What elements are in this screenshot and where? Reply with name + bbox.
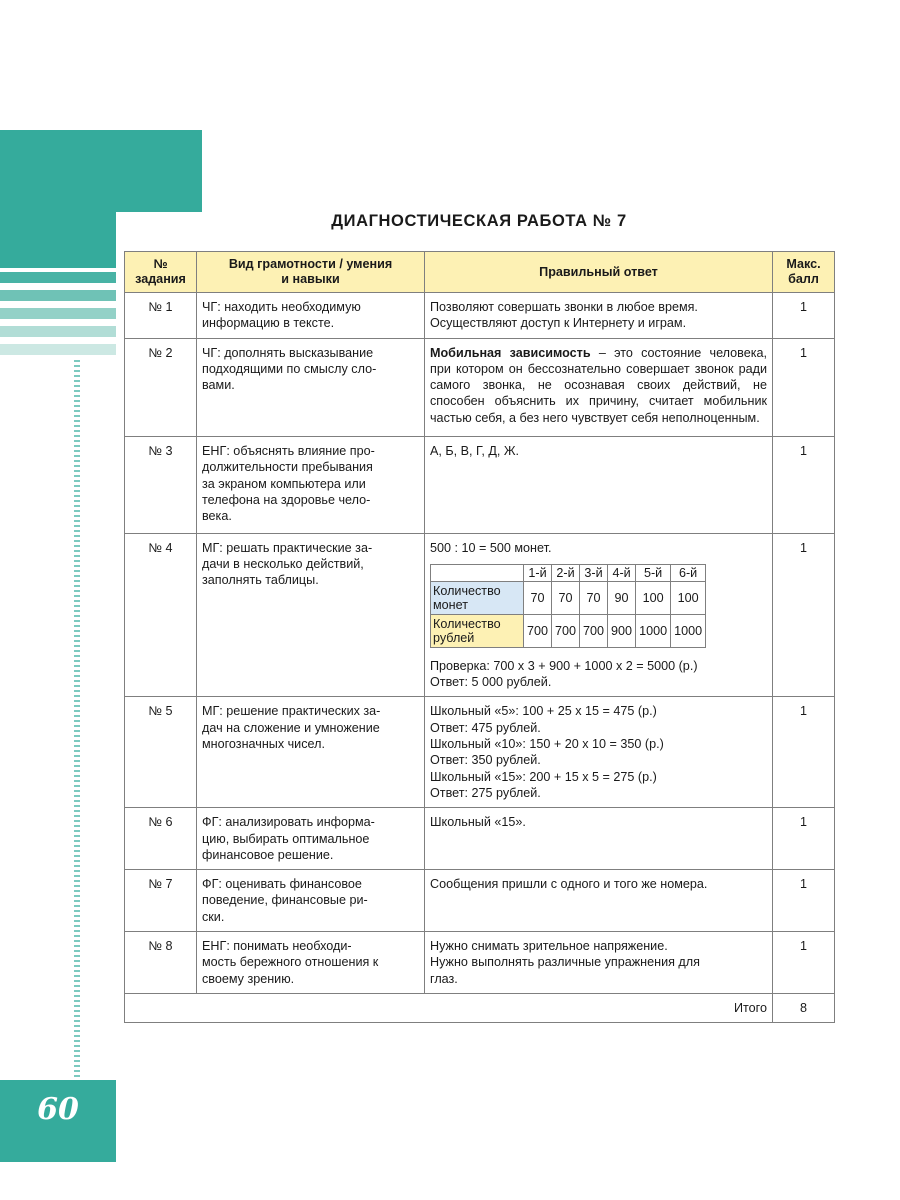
rubles-value: 700: [552, 614, 580, 647]
table-row: [125, 697, 835, 808]
task-number: № 5: [125, 697, 197, 808]
coins-value: 90: [608, 581, 636, 614]
coins-value: 70: [580, 581, 608, 614]
answer-cell: Школьный «15».: [425, 808, 773, 870]
stripe-4: [0, 326, 116, 337]
max-score: 1: [773, 293, 835, 339]
max-score: 1: [773, 437, 835, 533]
coins-table-header-row: [431, 564, 706, 581]
rubles-value: 1000: [636, 614, 671, 647]
coins-value: 70: [552, 581, 580, 614]
table-row: [125, 293, 835, 339]
task-number: № 7: [125, 870, 197, 932]
page-title: ДИАГНОСТИЧЕСКАЯ РАБОТА № 7: [331, 212, 627, 230]
table-row: [125, 808, 835, 870]
column-label: 3-й: [580, 564, 608, 581]
dotted-margin-line: [74, 360, 80, 1080]
table-row: [125, 932, 835, 994]
answer-cell: 500 : 10 = 500 монет. 1-й 2-й 3-й 4-й 5-й 6-й Количество монет 70 70 70 90 100 100 Количество рублей 700 700 700 900 1000 1000 Проверка: 700 х 3 + 900 + 1000 х 2 = 5000 (р.) Ответ: 5 000 рублей.: [425, 533, 773, 697]
answer-cell: [425, 338, 773, 436]
task-number: № 4: [125, 533, 197, 697]
skill-cell: ЕНГ: понимать необходи- мость бережного отношения к своему зрению.: [197, 932, 425, 994]
max-score: 1: [773, 870, 835, 932]
table-row: [125, 437, 835, 533]
max-score: 1: [773, 932, 835, 994]
answer-definition: – это состояние человека, при котором он бессознательно совершает звонок ради самого звонка, не осознавая своих действий, не способен объяснить их причину, считает мобильник частью себя, а без него чувствует себя неполноценным.: [430, 345, 767, 425]
header-max-score: Макс. балл: [773, 252, 835, 293]
task-number: № 1: [125, 293, 197, 339]
skill-cell: ЧГ: находить необходимую информацию в тексте.: [197, 293, 425, 339]
skill-cell: ЧГ: дополнять высказывание подходящими по смыслу сло- вами.: [197, 338, 425, 436]
answer-cell: Позволяют совершать звонки в любое время. Осуществляют доступ к Интернету и играм.: [425, 293, 773, 339]
table-row: [125, 870, 835, 932]
rubles-value: 700: [524, 614, 552, 647]
table-row: [125, 338, 835, 436]
column-label: 4-й: [608, 564, 636, 581]
task-number: № 2: [125, 338, 197, 436]
skill-cell: МГ: решение практических за- дач на сложение и умножение многозначных чисел.: [197, 697, 425, 808]
max-score: 1: [773, 338, 835, 436]
answers-table: [124, 251, 835, 1023]
column-label: 1-й: [524, 564, 552, 581]
task-number: № 6: [125, 808, 197, 870]
total-label: Итого: [125, 993, 773, 1022]
rubles-value: 1000: [671, 614, 706, 647]
answer-cell: Сообщения пришли с одного и того же номера.: [425, 870, 773, 932]
coins-table-row: [431, 581, 706, 614]
answer-term: Мобильная зависимость: [430, 345, 591, 360]
answer-cell: А, Б, В, Г, Д, Ж.: [425, 437, 773, 533]
total-value: 8: [773, 993, 835, 1022]
column-label: 2-й: [552, 564, 580, 581]
skill-cell: ФГ: оценивать финансовое поведение, финансовые ри- ски.: [197, 870, 425, 932]
table-header-row: [125, 252, 835, 293]
header-task-number: № задания: [125, 252, 197, 293]
answer-cell: Школьный «5»: 100 + 25 х 15 = 475 (р.) Ответ: 475 рублей. Школьный «10»: 150 + 20 х 10 = 350 (р.) Ответ: 350 рублей. Школьный «15»: 200 + 15 х 5 = 275 (р.) Ответ: 275 рублей.: [425, 697, 773, 808]
header-skill: Вид грамотности / умения и навыки: [197, 252, 425, 293]
coins-table-row: [431, 614, 706, 647]
column-label: 6-й: [671, 564, 706, 581]
rubles-value: 900: [608, 614, 636, 647]
coins-table: [430, 564, 706, 648]
row-label-coins: Количество монет: [431, 581, 524, 614]
total-row: [125, 993, 835, 1022]
header-answer: Правильный ответ: [425, 252, 773, 293]
task-number: № 8: [125, 932, 197, 994]
column-label: 5-й: [636, 564, 671, 581]
corner-decoration-side: [0, 212, 116, 268]
stripe-3: [0, 308, 116, 319]
rubles-value: 700: [580, 614, 608, 647]
max-score: 1: [773, 697, 835, 808]
task-number: № 3: [125, 437, 197, 533]
max-score: 1: [773, 533, 835, 697]
coins-value: 100: [636, 581, 671, 614]
coins-table-corner: [431, 564, 524, 581]
skill-cell: ЕНГ: объяснять влияние про- должительности пребывания за экраном компьютера или телефона на здоровье чело- века.: [197, 437, 425, 533]
page-number: 60: [0, 1080, 116, 1162]
skill-cell: МГ: решать практические за- дачи в несколько действий, заполнять таблицы.: [197, 533, 425, 697]
max-score: 1: [773, 808, 835, 870]
row-label-rubles: Количество рублей: [431, 614, 524, 647]
skill-cell: ФГ: анализировать информа- цию, выбирать оптимальное финансовое решение.: [197, 808, 425, 870]
coins-value: 100: [671, 581, 706, 614]
coins-value: 70: [524, 581, 552, 614]
stripe-1: [0, 272, 116, 283]
stripe-5: [0, 344, 116, 355]
corner-decoration-top: [0, 130, 202, 212]
table-row: [125, 533, 835, 697]
stripe-2: [0, 290, 116, 301]
answer-cell: Нужно снимать зрительное напряжение. Нужно выполнять различные упражнения для глаз.: [425, 932, 773, 994]
